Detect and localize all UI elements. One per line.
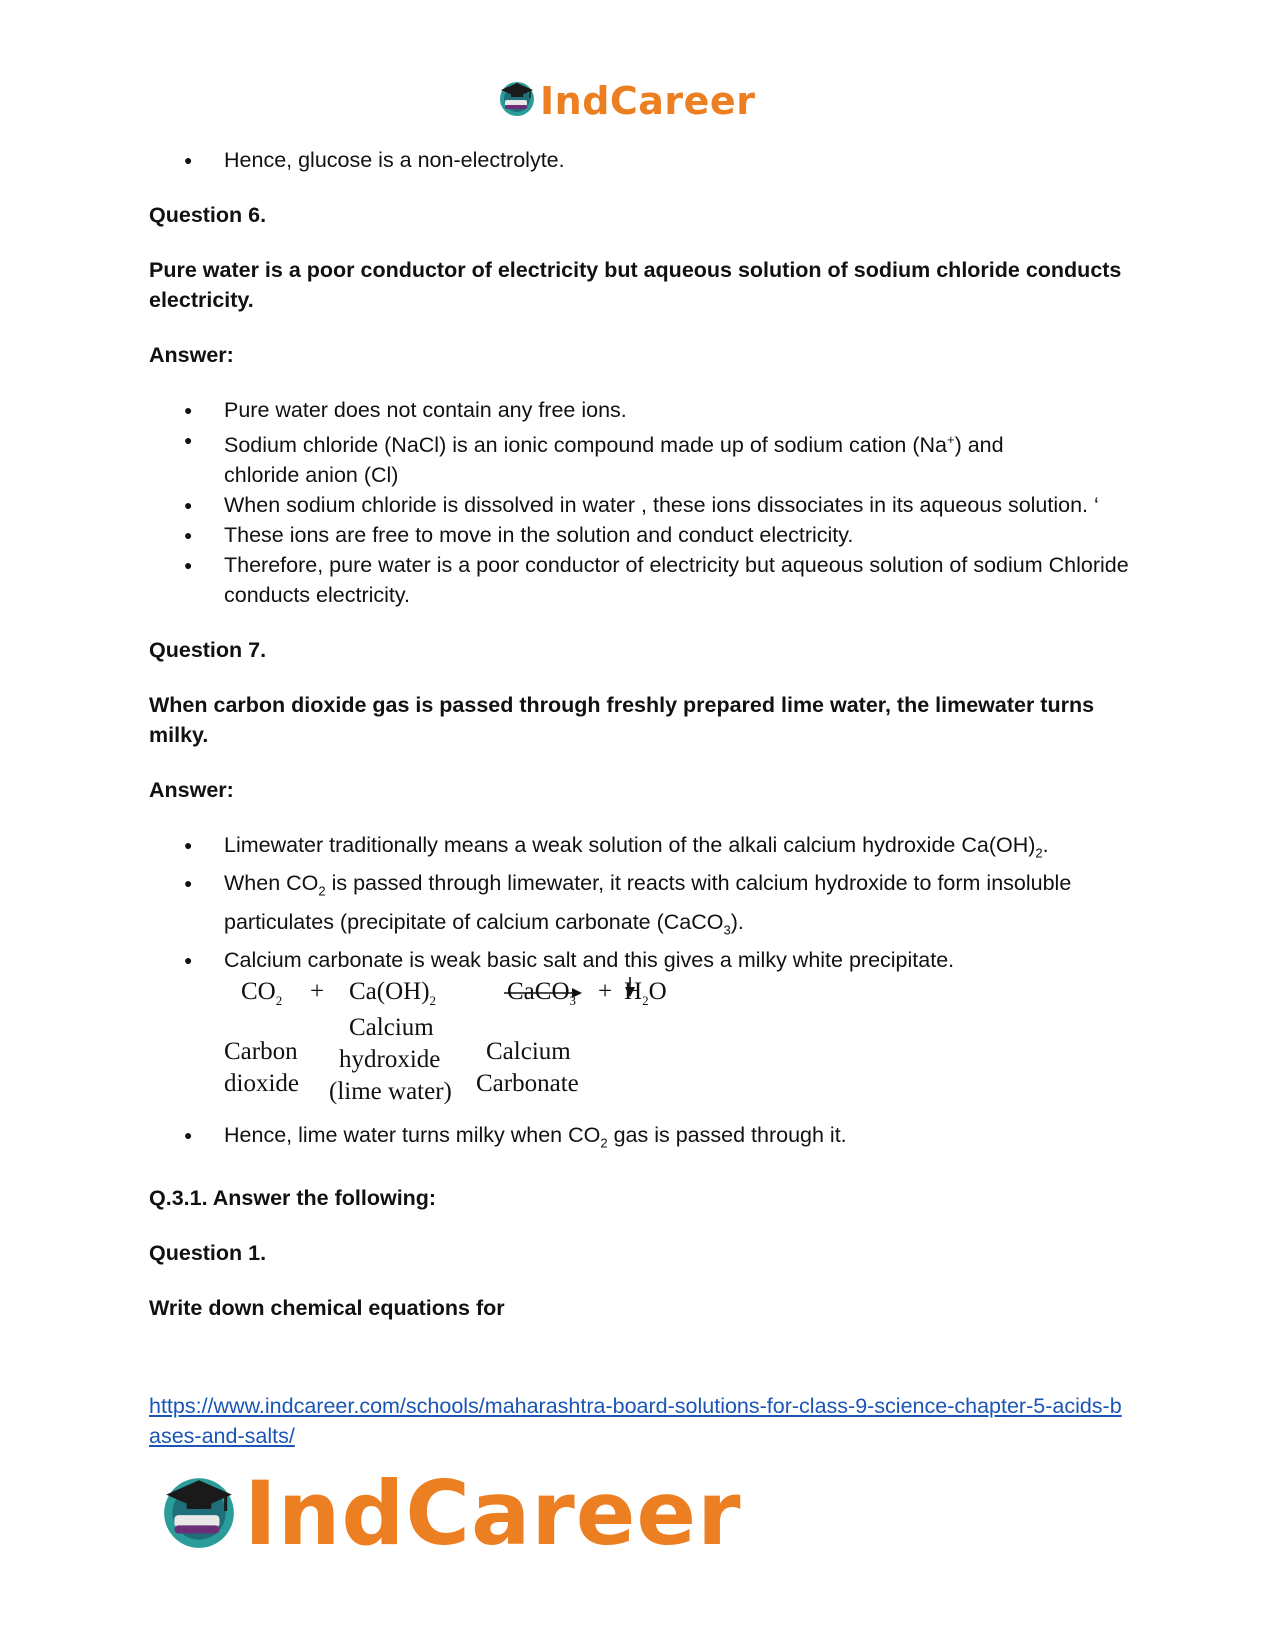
eq-caco3: CaCO$_3$ [507,978,576,1009]
eq-plus: + [598,978,613,1006]
eq-co2: $CO_2$ [241,978,283,1009]
list-item: ● Hence, glucose is a non-electrolyte. [149,145,1139,175]
question-7-heading: Question 7. [149,638,267,663]
eq-h2o: $H_2O$ [624,978,667,1009]
answer-6-list [149,395,1139,610]
eq-label: Calcium [486,1038,571,1066]
section-heading: Q.3.1. Answer the following: [149,1186,437,1211]
footer-source-link[interactable]: https://www.indcareer.com/schools/maharashtra-board-solutions-for-class-9-science-chapter-5-acids-bases-and-salts/ [149,1394,1122,1448]
list-item: ● Calcium carbonate is weak basic salt and this gives a milky white precipitate. [149,945,1139,975]
list-item: ● Sodium chloride (NaCl) is an ionic compound made up of sodium cation (Na+) and chloride anion (Cl) [149,425,1139,490]
eq-label: hydroxide [339,1046,441,1074]
eq-label: Calcium [349,1014,434,1042]
eq-label: (lime water) [329,1078,452,1106]
list-item: ● When $CO_2$ is passed through limewater, it reacts with calcium hydroxide to form insoluble particulates (precipitate of calcium carbonate (CaCO$_3$). [149,868,1139,945]
answer-label: Answer: [149,343,234,367]
question-1-heading: Question 1. [149,1241,267,1266]
chemical-equation-image [224,975,709,1120]
brand-logo-header [497,78,755,123]
answer-label: Answer: [149,778,234,803]
eq-label: dioxide [224,1070,299,1098]
eq-label: Carbon [224,1038,298,1066]
graduation-cap-book-icon [497,78,537,123]
graduation-cap-book-icon [158,1470,240,1557]
eq-label: Carbonate [476,1070,579,1098]
list-item: ● Hence, lime water turns milky when $CO_2$ gas is passed through it. [149,1120,1139,1158]
eq-plus: + [310,978,325,1006]
eq-caoh2: $Ca(OH)_2$ [349,978,437,1009]
list-item: ● Limewater traditionally means a weak solution of the alkali calcium hydroxide $Ca(OH)_2$. [149,830,1139,868]
brand-wordmark: IndCareer [540,78,756,123]
brand-wordmark: IndCareer [244,1462,742,1565]
list-item: ● Pure water does not contain any free ions. [149,395,1139,425]
list-item: ● These ions are free to move in the solution and conduct electricity. [149,520,1139,550]
list-item: ● When sodium chloride is dissolved in water , these ions dissociates in its aqueous solution. ‘ [149,490,1139,520]
question-6-heading: Question 6. [149,203,267,227]
document-body [149,145,1139,1323]
question-1-text: Write down chemical equations for [149,1296,505,1321]
question-6-text: Pure water is a poor conductor of electricity but aqueous solution of sodium chloride conducts electricity. [149,258,1122,312]
question-7-text: When carbon dioxide gas is passed through freshly prepared lime water, the limewater turns milky. [149,693,1095,748]
brand-logo-footer [158,1462,742,1565]
answer-7-list [149,830,1139,975]
list-item: ● Therefore, pure water is a poor conductor of electricity but aqueous solution of sodium Chloride conducts electricity. [149,550,1139,610]
